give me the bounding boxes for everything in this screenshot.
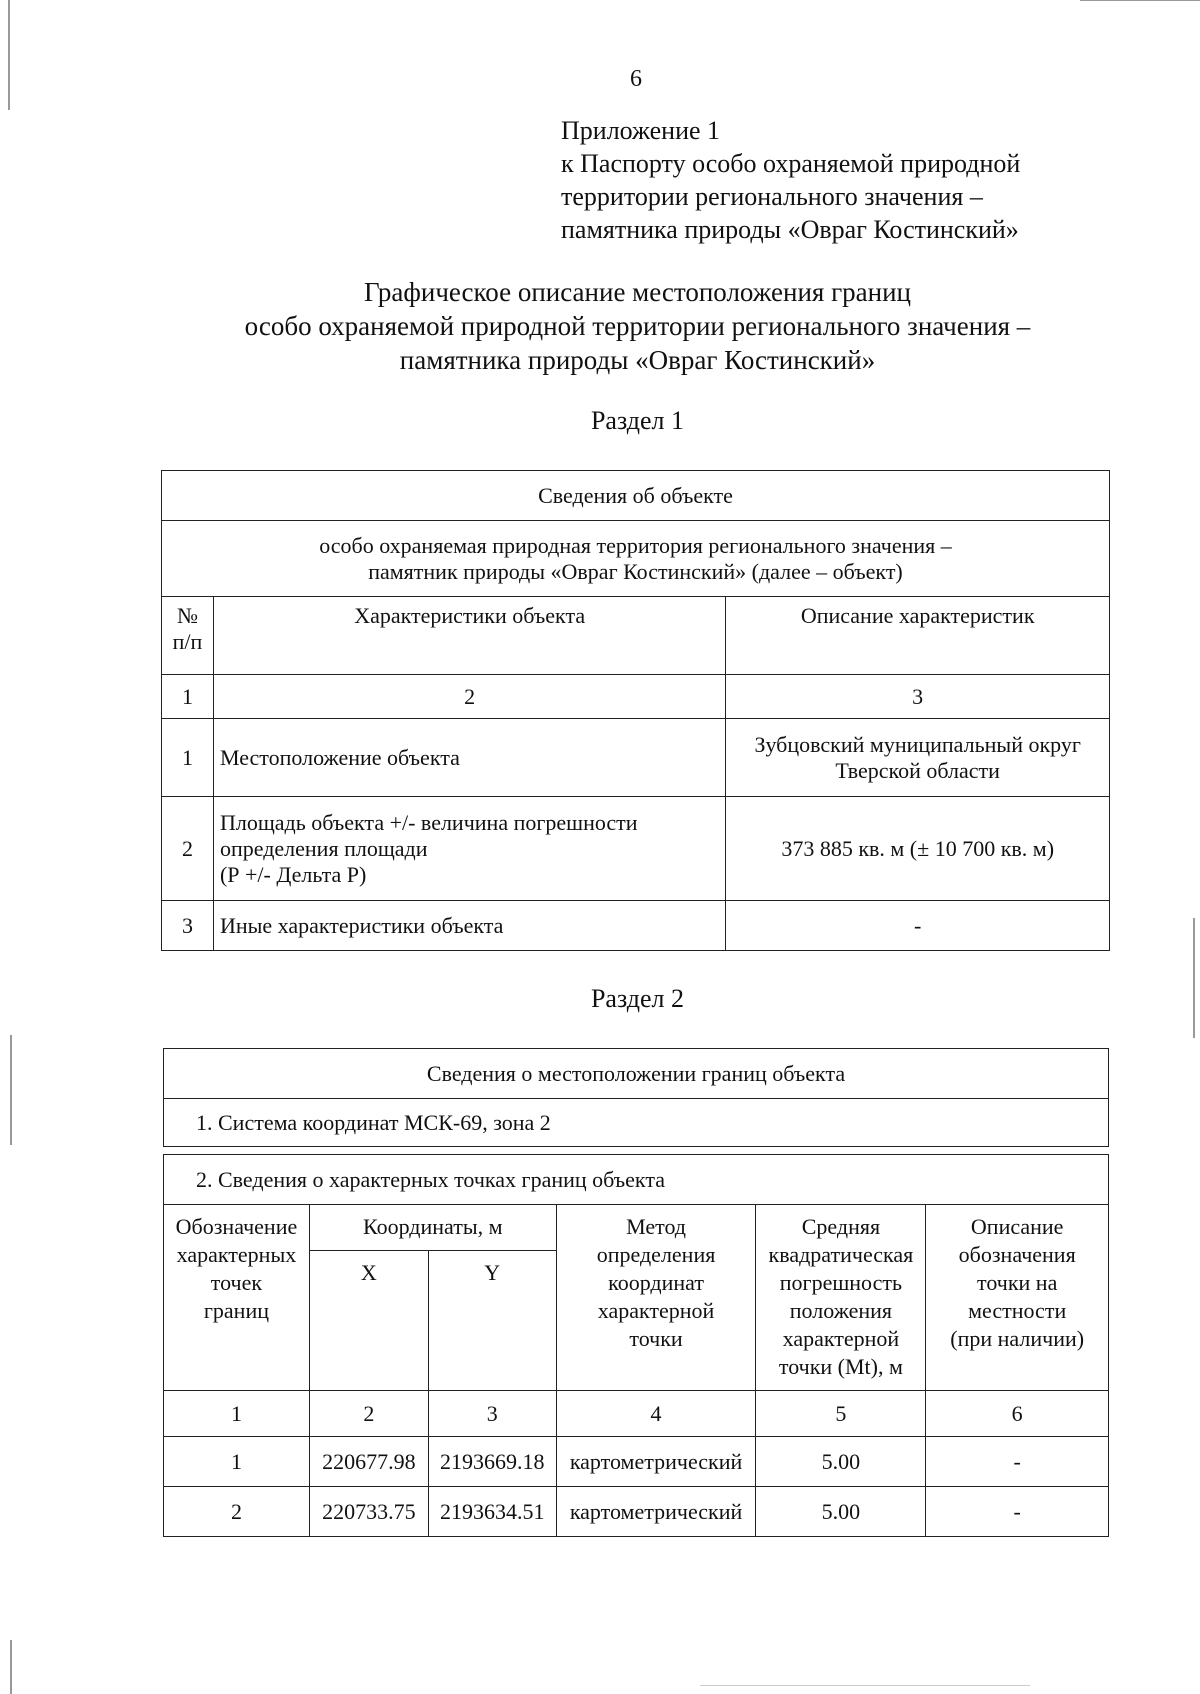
appendix-note bbox=[561, 114, 1020, 246]
header-y: Y bbox=[428, 1251, 556, 1391]
section-1-heading: Раздел 1 bbox=[590, 406, 685, 435]
table-title: Сведения о местоположении границ объекта bbox=[164, 1049, 1109, 1099]
object-info-table bbox=[161, 470, 1110, 951]
table-row: 3 Иные характеристики объекта - bbox=[162, 901, 1110, 951]
column-number: 5 bbox=[756, 1391, 926, 1437]
table-title: Сведения об объекте bbox=[162, 471, 1110, 521]
column-number: 2 bbox=[309, 1391, 428, 1437]
column-number: 1 bbox=[164, 1391, 310, 1437]
header-characteristic: Характеристики объекта bbox=[213, 597, 725, 675]
coordinate-system: 1. Система координат МСК-69, зона 2 bbox=[164, 1099, 1109, 1147]
object-name: особо охраняемая природная территория регионального значения – памятник природы «Овраг Костинский» (далее – объект) bbox=[162, 521, 1110, 597]
header-designation: Обозначение характерных точек границ bbox=[164, 1205, 310, 1391]
column-number: 2 bbox=[213, 675, 725, 719]
boundary-points-table bbox=[163, 1048, 1109, 1537]
column-number: 1 bbox=[162, 675, 214, 719]
column-number: 3 bbox=[726, 675, 1110, 719]
section-2-heading: Раздел 2 bbox=[590, 984, 685, 1013]
column-number: 3 bbox=[428, 1391, 556, 1437]
header-number: № п/п bbox=[162, 597, 214, 675]
points-title: 2. Сведения о характерных точках границ объекта bbox=[164, 1155, 1109, 1205]
header-coordinates: Координаты, м bbox=[309, 1205, 556, 1251]
appendix-line: Приложение 1 bbox=[561, 116, 721, 145]
column-number: 4 bbox=[556, 1391, 756, 1437]
table-row: 1 220677.98 2193669.18 картометрический 5.00 - bbox=[164, 1437, 1109, 1487]
header-method: Метод определения координат характерной точки bbox=[556, 1205, 756, 1391]
header-point-description: Описание обозначения точки на местности (при наличии) bbox=[926, 1205, 1109, 1391]
document-title bbox=[160, 275, 1115, 377]
table-row: 2 220733.75 2193634.51 картометрический 5.00 - bbox=[164, 1487, 1109, 1537]
appendix-line: памятника природы «Овраг Костинский» bbox=[561, 215, 1019, 244]
column-number: 6 bbox=[926, 1391, 1109, 1437]
table-row: 1 Местоположение объекта Зубцовский муниципальный округ Тверской области bbox=[162, 719, 1110, 797]
appendix-line: территории регионального значения – bbox=[561, 182, 983, 211]
header-error: Средняя квадратическая погрешность положения характерной точки (Mt), м bbox=[756, 1205, 926, 1391]
title-line: памятника природы «Овраг Костинский» bbox=[399, 345, 876, 375]
title-line: особо охраняемой природной территории регионального значения – bbox=[244, 311, 1031, 341]
header-x: X bbox=[309, 1251, 428, 1391]
title-line: Графическое описание местоположения границ bbox=[363, 277, 911, 307]
header-description: Описание характеристик bbox=[726, 597, 1110, 675]
table-row: 2 Площадь объекта +/- величина погрешности определения площади (Р +/- Дельта Р) 373 885 кв. м (± 10 700 кв. м) bbox=[162, 797, 1110, 901]
appendix-line: к Паспорту особо охраняемой природной bbox=[561, 149, 1021, 178]
page-number: 6 bbox=[630, 66, 642, 92]
